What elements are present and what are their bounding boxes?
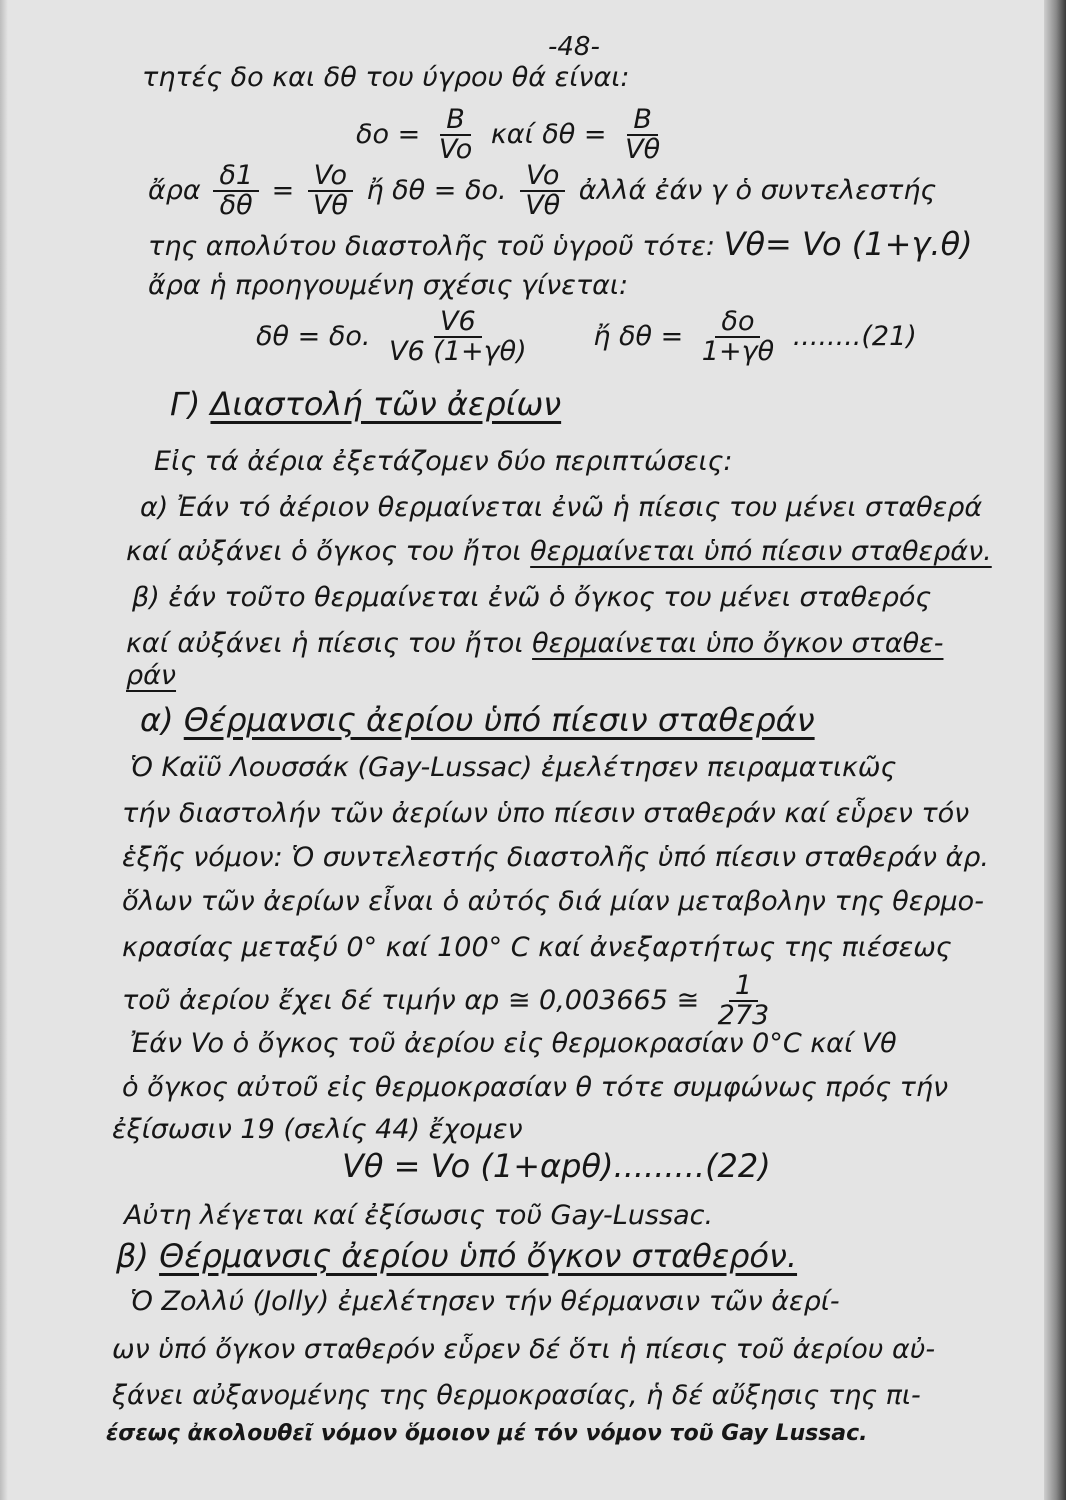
text-line-4 <box>148 225 973 263</box>
text-line-22: ὁ ὄγκος αὐτοῦ εἰς θερμοκρασίαν θ τότε συμφώνως πρός τήν <box>122 1072 949 1103</box>
page-number: -48- <box>548 32 600 62</box>
fraction-denominator: Vθ <box>525 190 561 221</box>
equation-part: δθ = δο. <box>256 321 371 352</box>
equation-part: = <box>271 175 295 206</box>
page-left-edge <box>0 0 8 1500</box>
subsection-heading-volume <box>116 1237 798 1275</box>
subsection-heading-title: Θέρμανσις ἀερίου ὑπό ὄγκον σταθερόν. <box>159 1237 798 1275</box>
fraction-numerator: V6 <box>434 308 482 338</box>
fraction-denominator: δθ <box>219 190 253 221</box>
text-line-1: τητές δο και δθ του ύγρου θά είναι: <box>142 62 630 93</box>
equation-densities <box>356 106 670 164</box>
text-span: τοῦ ἀερίου ἔχει δέ τιμήν <box>122 985 456 1016</box>
text-line-13: ράν <box>126 660 177 691</box>
text-line-9: α) Ἐάν τό ἀέριον θερμαίνεται ἐνῶ ἡ πίεσις του μένει σταθερά <box>140 492 983 523</box>
subsection-heading-title: Θέρμανσις ἀερίου ὑπό πίεσιν σταθεράν <box>183 701 815 739</box>
text-span: της απολύτου διαστολῆς τοῦ ὑγροῦ τότε: <box>148 231 715 262</box>
fraction <box>433 106 478 164</box>
fraction-denominator: Vθ <box>625 134 661 165</box>
subsection-heading-pressure <box>140 701 815 739</box>
text-line-15: Ὁ Καϊῦ Λουσσάκ (Gay-Lussac) ἐμελέτησεν πειραματικῶς <box>130 752 897 783</box>
fraction-numerator: 1 <box>729 972 758 1002</box>
fraction-numerator: δο <box>715 308 760 338</box>
page-right-edge <box>1044 0 1066 1500</box>
fraction <box>307 162 354 220</box>
fraction <box>519 162 566 220</box>
text-line-10 <box>126 536 992 568</box>
equation-part: καί δθ = <box>490 119 607 150</box>
section-heading-title: Διαστολή τῶν ἀερίων <box>210 385 562 423</box>
text-line-16: τήν διαστολήν τῶν ἀερίων ὑπο πίεσιν σταθεράν καί εὗρεν τόν <box>122 798 970 829</box>
text-span: καί αὐξάνει ὁ ὄγκος του ἤτοι <box>126 536 522 567</box>
equation-part: ἀλλά ἐάν γ ὁ συντελεστής <box>578 175 937 206</box>
underlined-text: θερμαίνεται ὑπο ὄγκον σταθε- <box>532 628 944 659</box>
fraction-numerator: Β <box>440 106 471 136</box>
text-line-12 <box>126 628 943 660</box>
text-line-27: Ὁ Ζολλύ (Jolly) ἐμελέτησεν τήν θέρμανσιν τῶν ἀερί- <box>130 1286 840 1317</box>
equation-part: ἤ δθ = δο. <box>366 175 507 206</box>
equation-22: Vθ = Vo (1+αpθ).........(22) <box>342 1147 771 1185</box>
text-line-28: ων ὑπό ὄγκον σταθερόν εὗρεν δέ ὅτι ἡ πίεσις τοῦ ἀερίου αὐ- <box>112 1334 936 1365</box>
equation-21 <box>256 308 917 366</box>
text-line-5: ἄρα ἡ προηγουμένη σχέσις γίνεται: <box>148 270 629 301</box>
text-line-29: ξάνει αὐξανομένης της θερμοκρασίας, ἡ δέ αὔξησις της πι- <box>112 1380 921 1411</box>
text-span: καί αὐξάνει ἡ πίεσις του ἤτοι <box>126 628 524 659</box>
equation-part: ἄρα <box>148 175 201 206</box>
text-line-20 <box>122 972 779 1030</box>
equation-ratio <box>148 162 936 220</box>
fraction-denominator: Vθ <box>312 190 348 221</box>
text-line-17: ἑξῆς νόμον: Ὁ συντελεστής διαστολῆς ὑπό πίεσιν σταθεράν ἀρ. <box>122 842 990 873</box>
text-line-25: Αὐτη λέγεται καί ἐξίσωσις τοῦ Gay-Lussac. <box>124 1200 714 1231</box>
equation-part: δο = <box>356 119 421 150</box>
text-line-19: κρασίας μεταξύ 0° καί 100° C καί ἀνεξαρτήτως της πιέσεως <box>122 932 952 963</box>
section-heading-prefix: Γ) <box>170 385 201 423</box>
fraction-denominator: 273 <box>717 1000 770 1031</box>
text-line-23: ἐξίσωσιν 19 (σελίς 44) ἔχομεν <box>112 1114 523 1145</box>
fraction-denominator: V6 (1+γθ) <box>389 336 527 367</box>
text-line-30: έσεως ἀκολουθεῖ νόμον ὅμοιον μέ τόν νόμον τοῦ Gay Lussac. <box>106 1421 868 1446</box>
fraction <box>213 162 259 220</box>
text-line-21: Ἐάν Vo ὁ ὄγκος τοῦ ἀερίου εἰς θερμοκρασίαν 0°C καί Vθ <box>130 1028 897 1059</box>
text-line-11: β) ἐάν τοῦτο θερμαίνεται ἐνῶ ὁ ὄγκος του μένει σταθερός <box>132 582 932 613</box>
fraction-numerator: Vo <box>520 162 565 192</box>
subsection-heading-prefix: β) <box>116 1237 149 1275</box>
fraction-numerator: Vo <box>308 162 353 192</box>
fraction-denominator: 1+γθ <box>701 336 775 367</box>
fraction-denominator: Vo <box>438 134 473 165</box>
fraction <box>383 308 533 366</box>
fraction <box>619 106 666 164</box>
text-line-18: ὅλων τῶν ἀερίων εἶναι ὁ αὐτός διά μίαν μεταβολην της θερμο- <box>122 886 984 917</box>
fraction-numerator: Β <box>627 106 658 136</box>
text-line-8: Εἰς τά ἀέρια ἐξετάζομεν δύο περιπτώσεις: <box>154 446 733 477</box>
subsection-heading-prefix: α) <box>140 701 174 739</box>
equation-number: ........(21) <box>792 321 917 352</box>
equation-span: Vθ= Vo (1+γ.θ) <box>723 225 973 263</box>
underlined-text: θερμαίνεται ὑπό πίεσιν σταθεράν. <box>530 536 992 567</box>
fraction-numerator: δ1 <box>213 162 259 192</box>
fraction <box>712 972 776 1030</box>
fraction <box>696 308 780 366</box>
equation-span: αp ≅ 0,003665 ≅ <box>464 985 700 1016</box>
equation-part: ἤ δθ = <box>593 321 684 352</box>
section-heading-gases <box>170 385 562 423</box>
